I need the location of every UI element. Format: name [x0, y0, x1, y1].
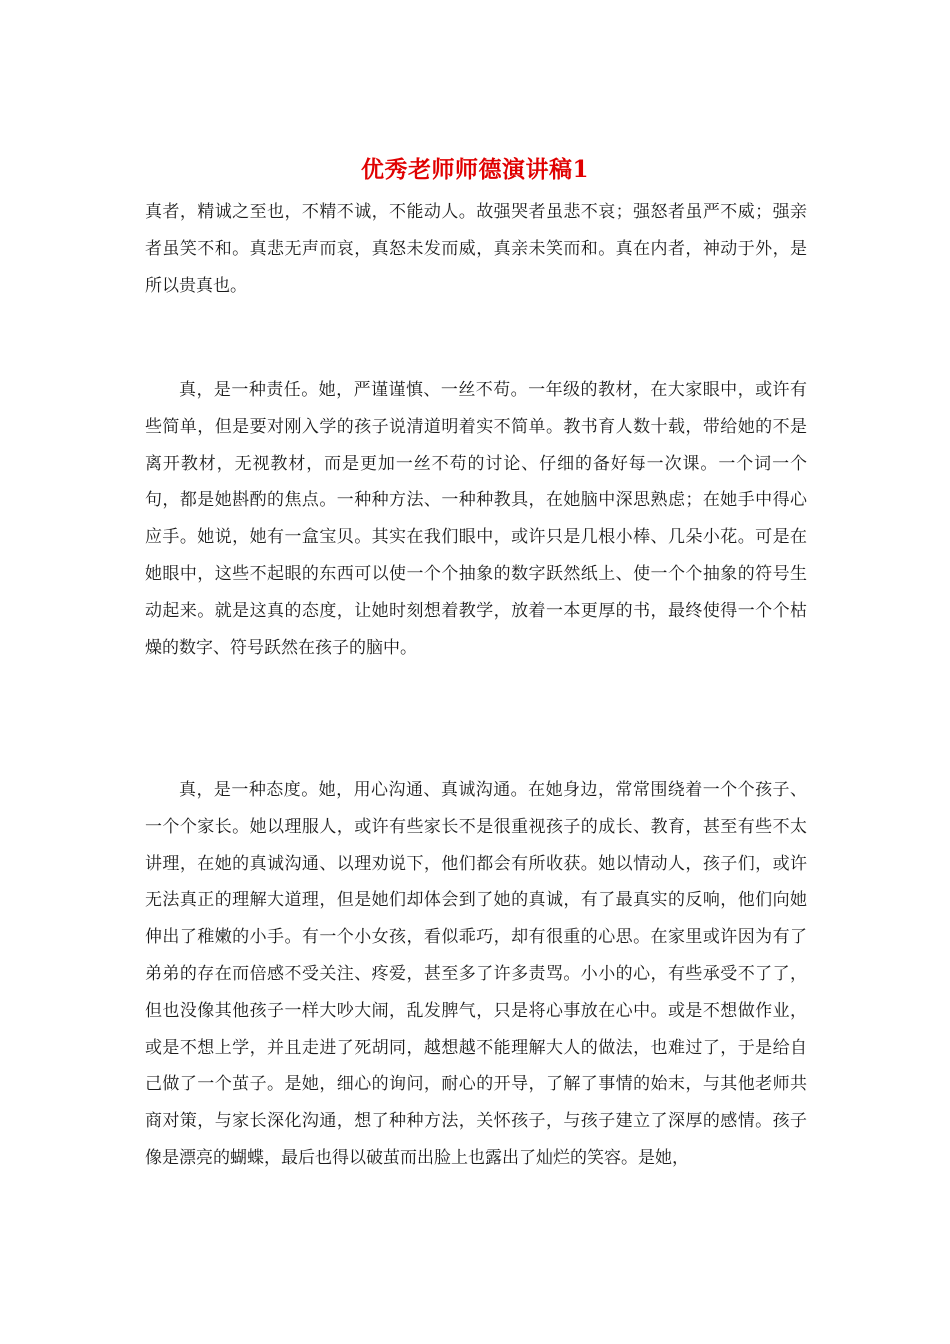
paragraph-intro: 真者，精诚之至也，不精不诚，不能动人。故强哭者虽悲不哀；强怒者虽严不威；强亲者虽笑不和。真悲无声而哀，真怒未发而威，真亲未笑而和。真在内者，神动于外，是所以贵真也。 [145, 202, 807, 296]
document-title: 优秀老师师德演讲稿1 [360, 156, 589, 183]
paragraph-attitude: 真，是一种态度。她，用心沟通、真诚沟通。在她身边，常常围绕着一个个孩子、一个个家长。她以理服人，或许有些家长不是很重视孩子的成长、教育，甚至有些不太讲理，在她的真诚沟通、以理劝说下，他们都会有所收获。她以情动人，孩子们，或许无法真正的理解大道理，但是她们却体会到了她的真诚，有了最真实的反响，他们向她伸出了稚嫩的小手。有一个小女孩，看似乖巧，却有很重的心思。在家里或许因为有了弟弟的存在而倍感不受关注、疼爱，甚至多了许多责骂。小小的心，有些承受不了了，但也没像其他孩子一样大吵大闹，乱发脾气，只是将心事放在心中。或是不想做作业，或是不想上学，并且走进了死胡同，越想越不能理解大人的做法，也难过了，于是给自己做了一个茧子。是她，细心的询问，耐心的开导，了解了事情的始末，与其他老师共商对策，与家长深化沟通，想了种种方法，关怀孩子，与孩子建立了深厚的感情。孩子像是漂亮的蝴蝶，最后也得以破茧而出脸上也露出了灿烂的笑容。是她， [145, 780, 807, 1168]
paragraph-responsibility: 真，是一种责任。她，严谨谨慎、一丝不苟。一年级的教材，在大家眼中，或许有些简单，但是要对刚入学的孩子说清道明着实不简单。教书育人数十载，带给她的不是离开教材，无视教材，而是更加一丝不苟的讨论、仔细的备好每一次课。一个词一个句，都是她斟酌的焦点。一种种方法、一种种教具，在她脑中深思熟虑；在她手中得心应手。她说，她有一盒宝贝。其实在我们眼中，或许只是几根小棒、几朵小花。可是在她眼中，这些不起眼的东西可以使一个个抽象的数字跃然纸上、使一个个抽象的符号生动起来。就是这真的态度，让她时刻想着教学，放着一本更厚的书，最终使得一个个枯燥的数字、符号跃然在孩子的脑中。 [145, 380, 807, 658]
